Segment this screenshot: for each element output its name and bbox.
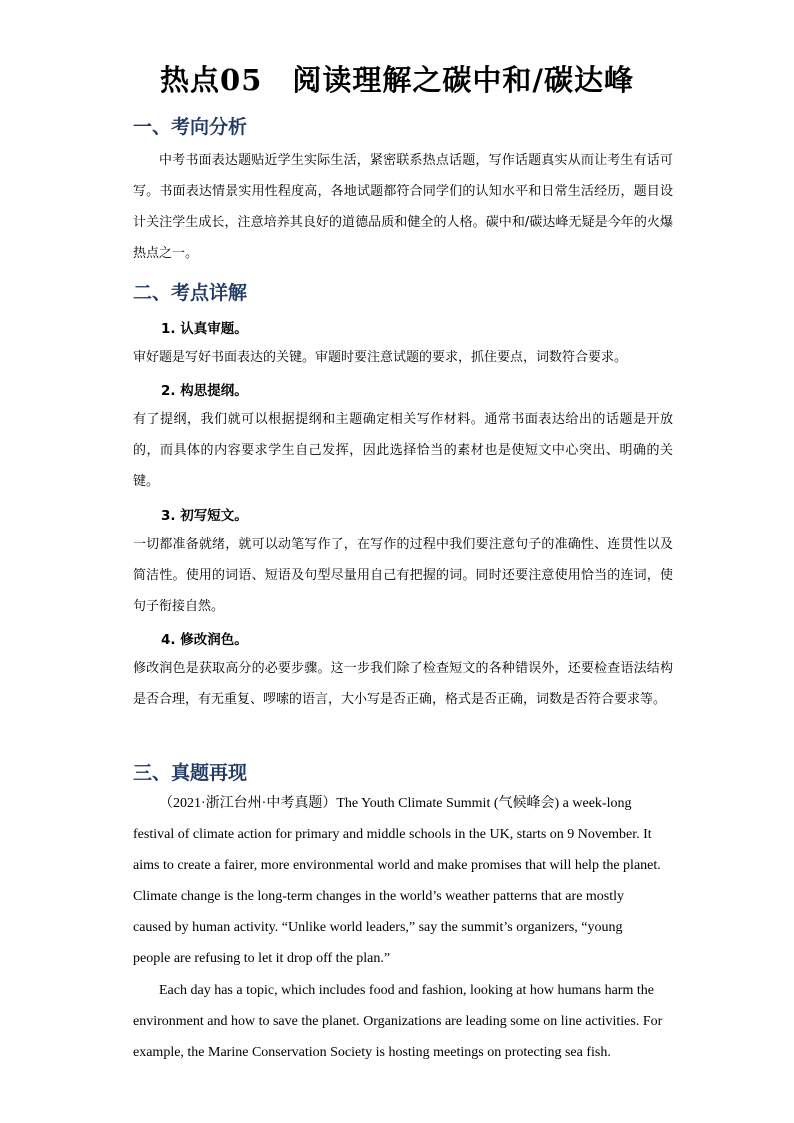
point-2-text: 有了提纲，我们就可以根据提纲和主题确定相关写作材料。通常书面表达给出的话题是开放的，而具体的内容要求学生自己发挥，因此选择恰当的素材也是使短文中心突出、明确的关键。: [133, 412, 673, 489]
section-heading-analysis: 一、考向分析: [133, 116, 248, 138]
point-1-text: 审好题是写好书面表达的关键。审题时要注意试题的要求，抓住要点，词数符合要求。: [133, 350, 628, 365]
point-4-text: 修改润色是获取高分的必要步骤。这一步我们除了检查短文的各种错误外，还要检查语法结构是否合理，有无重复、啰嗦的语言，大小写是否正确，格式是否正确，词数是否符合要求等。: [133, 661, 673, 707]
section-heading-details: 二、考点详解: [133, 282, 248, 304]
point-3-heading: 3. 初写短文。: [161, 508, 248, 524]
page-title: [0, 58, 794, 99]
passage-paragraph-2: Each day has a topic, which includes food and fashion, looking at how humans harm the environment and how to save the planet. Organizations are leading some on line activities. For example, the Marine Conservation Society is hosting meetings on protecting sea fish.: [133, 983, 663, 1060]
title-prefix: 热点05: [160, 63, 263, 97]
point-1-heading: 1. 认真审题。: [161, 321, 248, 337]
analysis-paragraph: 中考书面表达题贴近学生实际生活，紧密联系热点话题，写作话题真实从而让考生有话可写。书面表达情景实用性程度高，各地试题都符合同学们的认知水平和日常生活经历，题目设计关注学生成长，注意培养其良好的道德品质和健全的人格。碳中和/碳达峰无疑是今年的火爆热点之一。: [133, 153, 673, 261]
point-3-text: 一切都准备就绪，就可以动笔写作了，在写作的过程中我们要注意句子的准确性、连贯性以及简洁性。使用的词语、短语及句型尽量用自己有把握的词。同时还要注意使用恰当的连词，使句子衔接自然。: [133, 537, 673, 614]
title-main: 阅读理解之碳中和/碳达峰: [292, 63, 634, 97]
point-4-heading: 4. 修改润色。: [161, 632, 248, 648]
point-2-heading: 2. 构思提纲。: [161, 383, 248, 399]
section-heading-real-questions: 三、真题再现: [133, 762, 248, 784]
passage-paragraph-1: （2021·浙江台州·中考真题）The Youth Climate Summit (气候峰会) a week-long festival of climate action for primary and middle schools in the UK, starts on 9 November. It aims to create a fairer, more environmental world and make promises that will help the planet. Climate change is the long-term changes in the world’s weather patterns that are mostly caused by human activity. “Unlike world leaders,” say the summit’s organizers, “young people are refusing to let it drop off the plan.”: [133, 796, 661, 966]
